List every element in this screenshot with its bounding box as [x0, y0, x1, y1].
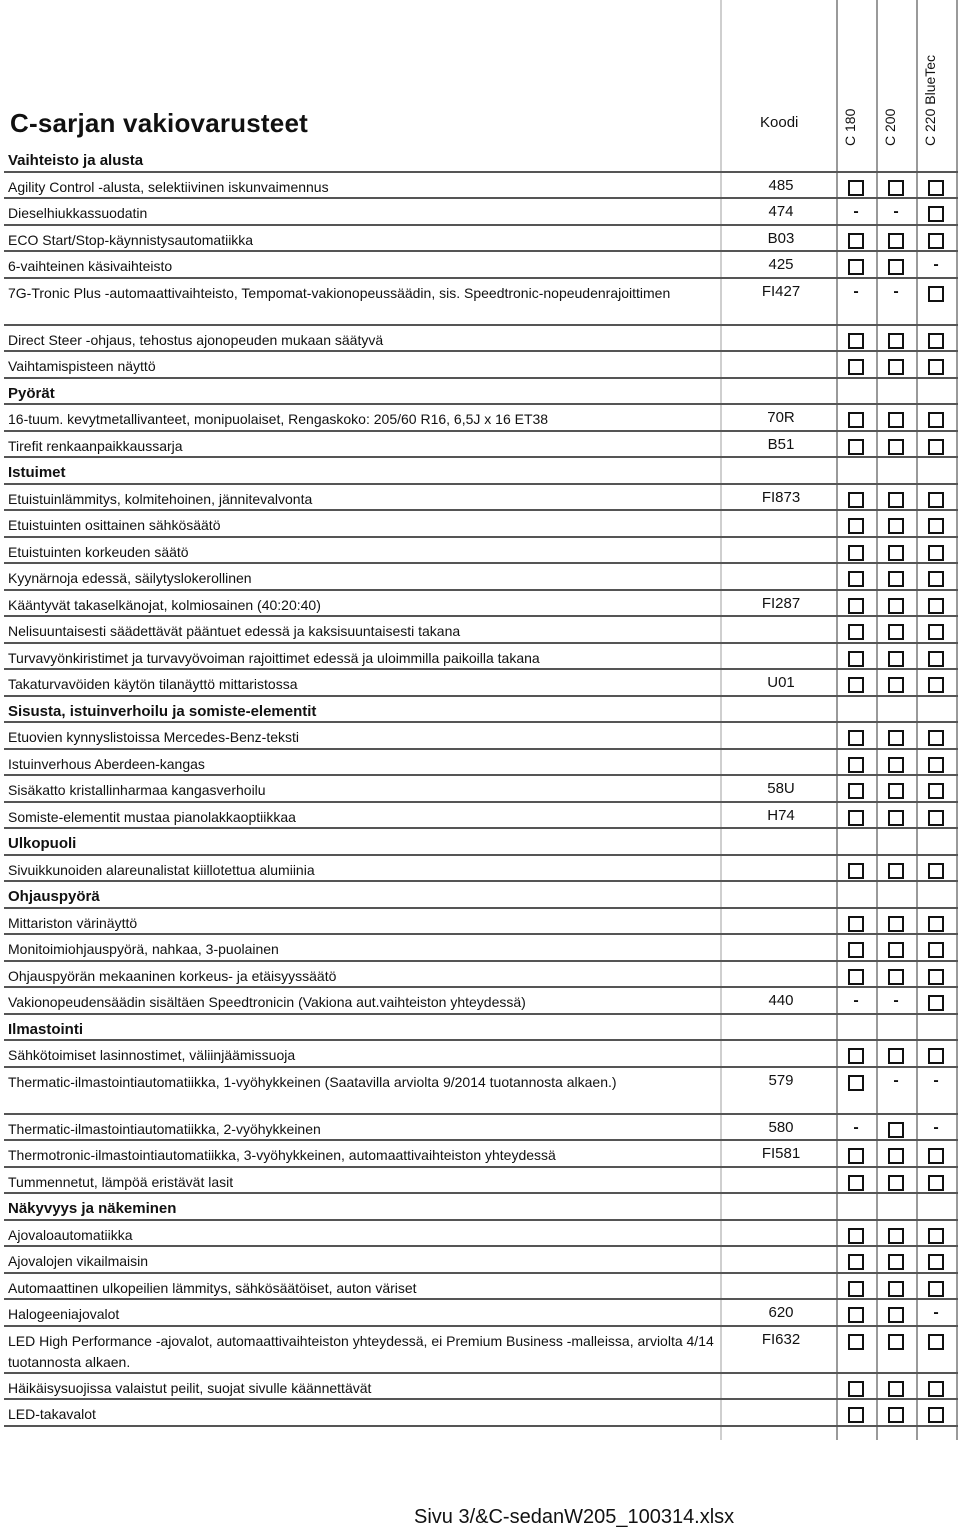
table-row [4, 1068, 958, 1115]
standard-checkbox-icon [888, 651, 904, 667]
feature-label: LED-takavalot [8, 1406, 96, 1422]
option-code: H74 [767, 806, 795, 824]
standard-checkbox-icon [928, 863, 944, 879]
standard-checkbox-icon [888, 439, 904, 455]
not-available-dash: - [893, 1071, 899, 1089]
feature-label: Direct Steer -ohjaus, tehostus ajonopeuden mukaan säätyvä [8, 331, 384, 348]
feature-label: Etuovien kynnyslistoissa Mercedes-Benz-teksti [8, 729, 300, 745]
standard-checkbox-icon [848, 677, 864, 693]
standard-checkbox-icon [928, 412, 944, 428]
standard-checkbox-icon [888, 942, 904, 958]
standard-checkbox-icon [928, 233, 944, 249]
standard-checkbox-icon [928, 206, 944, 222]
standard-checkbox-icon [888, 757, 904, 773]
table-row [4, 564, 958, 591]
standard-checkbox-icon [888, 730, 904, 746]
standard-checkbox-icon [888, 1407, 904, 1423]
standard-checkbox-icon [848, 439, 864, 455]
option-code: 579 [768, 1071, 794, 1089]
standard-checkbox-icon [928, 518, 944, 534]
standard-checkbox-icon [928, 810, 944, 826]
standard-checkbox-icon [888, 412, 904, 428]
not-available-dash: - [933, 1304, 939, 1321]
standard-checkbox-icon [888, 1122, 904, 1138]
option-code: FI427 [761, 282, 801, 300]
table-row [4, 1041, 958, 1068]
section-header [4, 146, 958, 173]
feature-label: Tummennetut, lämpöä eristävät lasit [8, 1173, 234, 1190]
standard-checkbox-icon [928, 677, 944, 693]
feature-label: Nelisuuntaisesti säädettävät pääntuet edessä ja kaksisuuntaisesti takana [8, 623, 461, 639]
standard-checkbox-icon [928, 598, 944, 614]
table-row [4, 279, 958, 326]
table-row [4, 935, 958, 962]
table-row [4, 199, 958, 226]
not-available-dash: - [893, 282, 899, 300]
standard-checkbox-icon [928, 624, 944, 640]
table-row [4, 173, 958, 200]
standard-checkbox-icon [848, 412, 864, 428]
feature-label: Automaattinen ulkopeilien lämmitys, sähkösäätöiset, auton väriset [8, 1279, 417, 1296]
option-code: 440 [768, 992, 794, 1009]
feature-label: Kääntyvät takaselkänojat, kolmiosainen (40:20:40) [8, 596, 321, 613]
section-title: Ilmastointi [8, 1020, 84, 1038]
section-title: Ulkopuoli [8, 835, 77, 852]
standard-checkbox-icon [928, 1148, 944, 1164]
model-header-c220: C 220 BlueTec [922, 54, 938, 146]
standard-checkbox-icon [888, 545, 904, 561]
standard-checkbox-icon [928, 1175, 944, 1191]
feature-label: Thermatic-ilmastointiautomatiikka, 2-vyöhykkeinen [8, 1120, 321, 1137]
standard-checkbox-icon [848, 1307, 864, 1323]
standard-checkbox-icon [848, 969, 864, 985]
standard-checkbox-icon [928, 1407, 944, 1423]
standard-checkbox-icon [848, 1334, 864, 1350]
standard-checkbox-icon [888, 1381, 904, 1397]
not-available-dash: - [893, 203, 899, 220]
feature-label: Agility Control -alusta, selektiivinen iskunvaimennus [8, 178, 329, 195]
option-code: 620 [768, 1304, 794, 1321]
standard-checkbox-icon [888, 1048, 904, 1064]
section-header [4, 697, 958, 724]
standard-checkbox-icon [888, 359, 904, 375]
table-row [4, 252, 958, 279]
standard-checkbox-icon [888, 259, 904, 275]
option-code: 580 [768, 1118, 794, 1136]
section-header [4, 1015, 958, 1042]
standard-checkbox-icon [928, 1381, 944, 1397]
table-row [4, 352, 958, 379]
section-header [4, 882, 958, 909]
table-row [4, 1221, 958, 1248]
standard-checkbox-icon [888, 233, 904, 249]
standard-checkbox-icon [888, 1228, 904, 1244]
table-row [4, 226, 958, 253]
standard-checkbox-icon [848, 916, 864, 932]
standard-checkbox-icon [928, 1281, 944, 1297]
section-header [4, 829, 958, 856]
table-row [4, 670, 958, 697]
option-code: FI632 [761, 1330, 801, 1348]
standard-checkbox-icon [848, 571, 864, 587]
feature-label: 6-vaihteinen käsivaihteisto [8, 258, 173, 274]
standard-checkbox-icon [848, 783, 864, 799]
standard-checkbox-icon [848, 233, 864, 249]
table-row [4, 1400, 958, 1427]
standard-checkbox-icon [928, 492, 944, 508]
feature-label: Halogeeniajovalot [8, 1306, 120, 1322]
standard-checkbox-icon [888, 1281, 904, 1297]
standard-checkbox-icon [848, 180, 864, 196]
table-row [4, 485, 958, 512]
feature-label: Turvavyönkiristimet ja turvavyövoiman rajoittimet edessä ja uloimmilla paikoilla takana [8, 649, 540, 666]
section-title: Istuimet [8, 464, 66, 481]
section-title: Näkyvyys ja näkeminen [8, 1200, 177, 1217]
option-code: 485 [768, 176, 794, 194]
feature-label: Vaihtamispisteen näyttö [8, 358, 156, 374]
option-code: 474 [768, 203, 794, 220]
standard-checkbox-icon [928, 995, 944, 1011]
section-header [4, 379, 958, 406]
section-title: Sisusta, istuinverhoilu ja somiste-elementit [8, 702, 317, 720]
standard-checkbox-icon [888, 598, 904, 614]
standard-checkbox-icon [848, 1148, 864, 1164]
standard-checkbox-icon [848, 518, 864, 534]
option-code: FI581 [761, 1145, 801, 1162]
not-available-dash: - [893, 992, 899, 1009]
feature-label: Kyynärnoja edessä, säilytyslokerollinen [8, 570, 252, 586]
standard-checkbox-icon [848, 624, 864, 640]
not-available-dash: - [933, 1071, 939, 1089]
option-code: B03 [767, 229, 795, 247]
standard-checkbox-icon [848, 1075, 864, 1091]
feature-label: Sisäkatto kristallinharmaa kangasverhoilu [8, 782, 266, 798]
standard-checkbox-icon [888, 333, 904, 349]
feature-label: Mittariston värinäyttö [8, 914, 138, 931]
standard-checkbox-icon [928, 359, 944, 375]
standard-checkbox-icon [888, 1148, 904, 1164]
feature-label: Thermatic-ilmastointiautomatiikka, 1-vyöhykkeinen (Saatavilla arviolta 9/2014 tuotannosta alkaen.) [8, 1073, 617, 1090]
section-header [4, 1194, 958, 1221]
equipment-sheet [4, 0, 958, 1440]
standard-checkbox-icon [928, 916, 944, 932]
table-row [4, 1168, 958, 1195]
table-row [4, 962, 958, 989]
option-code: U01 [767, 674, 795, 691]
feature-label: Monitoimiohjauspyörä, nahkaa, 3-puolainen [8, 941, 279, 957]
standard-checkbox-icon [848, 259, 864, 275]
standard-checkbox-icon [928, 969, 944, 985]
feature-label: Häikäisysuojissa valaistut peilit, suojat sivulle käännettävät [8, 1379, 372, 1396]
feature-label: 16-tuum. kevytmetallivanteet, monipuolaiset, Rengaskoko: 205/60 R16, 6,5J x 16 ET38 [8, 411, 549, 427]
standard-checkbox-icon [928, 783, 944, 799]
standard-checkbox-icon [848, 730, 864, 746]
table-row [4, 750, 958, 777]
feature-label: Ohjauspyörän mekaaninen korkeus- ja etäisyyssäätö [8, 967, 337, 984]
standard-checkbox-icon [848, 651, 864, 667]
standard-checkbox-icon [848, 757, 864, 773]
standard-checkbox-icon [928, 545, 944, 561]
section-title: Pyörät [8, 384, 55, 402]
model-header-c180: C 180 [842, 108, 858, 146]
table-row [4, 591, 958, 618]
standard-checkbox-icon [848, 942, 864, 958]
standard-checkbox-icon [928, 651, 944, 667]
not-available-dash: - [853, 992, 859, 1009]
standard-checkbox-icon [888, 518, 904, 534]
standard-checkbox-icon [848, 598, 864, 614]
page-title: C-sarjan vakiovarusteet [10, 108, 308, 138]
standard-checkbox-icon [888, 1307, 904, 1323]
standard-checkbox-icon [888, 810, 904, 826]
section-title: Ohjauspyörä [8, 888, 100, 905]
table-row [4, 1115, 958, 1142]
standard-checkbox-icon [928, 286, 944, 302]
table-row [4, 723, 958, 750]
option-code: 425 [768, 256, 794, 273]
option-code: 70R [767, 409, 795, 426]
standard-checkbox-icon [848, 1381, 864, 1397]
standard-checkbox-icon [888, 180, 904, 196]
standard-checkbox-icon [888, 571, 904, 587]
standard-checkbox-icon [848, 1281, 864, 1297]
section-title: Vaihteisto ja alusta [8, 152, 144, 169]
table-row [4, 988, 958, 1015]
table-row [4, 1300, 958, 1327]
table-row [4, 511, 958, 538]
standard-checkbox-icon [928, 571, 944, 587]
standard-checkbox-icon [848, 810, 864, 826]
feature-label: Ajovaloautomatiikka [8, 1226, 133, 1243]
standard-checkbox-icon [928, 333, 944, 349]
feature-label: Etuistuinten korkeuden säätö [8, 543, 189, 560]
feature-label: Etuistuinten osittainen sähkösäätö [8, 517, 221, 533]
standard-checkbox-icon [888, 1254, 904, 1270]
feature-label: 7G-Tronic Plus -automaattivaihteisto, Tempomat-vakionopeussäädin, sis. Speedtronic-nopeudenrajoittimen [8, 284, 671, 301]
feature-label: Istuinverhous Aberdeen-kangas [8, 755, 205, 772]
option-code: 58U [767, 780, 795, 797]
table-row [4, 776, 958, 803]
standard-checkbox-icon [928, 730, 944, 746]
not-available-dash: - [853, 282, 859, 300]
feature-label: Etuistuinlämmitys, kolmitehoinen, jännitevalvonta [8, 490, 313, 507]
standard-checkbox-icon [848, 492, 864, 508]
table-row [4, 1247, 958, 1274]
standard-checkbox-icon [848, 863, 864, 879]
table-row [4, 856, 958, 883]
standard-checkbox-icon [888, 492, 904, 508]
standard-checkbox-icon [888, 863, 904, 879]
option-code: FI287 [761, 594, 801, 612]
standard-checkbox-icon [848, 359, 864, 375]
standard-checkbox-icon [848, 1175, 864, 1191]
standard-checkbox-icon [928, 942, 944, 958]
standard-checkbox-icon [888, 624, 904, 640]
standard-checkbox-icon [848, 1254, 864, 1270]
feature-label: ECO Start/Stop-käynnistysautomatiikka [8, 231, 254, 248]
feature-label: Ajovalojen vikailmaisin [8, 1253, 149, 1269]
standard-checkbox-icon [848, 1228, 864, 1244]
standard-checkbox-icon [848, 333, 864, 349]
standard-checkbox-icon [928, 439, 944, 455]
standard-checkbox-icon [928, 1334, 944, 1350]
standard-checkbox-icon [888, 783, 904, 799]
standard-checkbox-icon [888, 1175, 904, 1191]
table-row [4, 644, 958, 671]
standard-checkbox-icon [888, 1334, 904, 1350]
table-row [4, 405, 958, 432]
table-row [4, 803, 958, 830]
standard-checkbox-icon [928, 1048, 944, 1064]
feature-label: Tirefit renkaanpaikkaussarja [8, 437, 183, 454]
table-row [4, 326, 958, 353]
standard-checkbox-icon [888, 969, 904, 985]
table-row [4, 617, 958, 644]
page-footer: Sivu 3/&C-sedanW205_100314.xlsx [414, 1506, 735, 1528]
table-row [4, 1374, 958, 1401]
table-row [4, 1141, 958, 1168]
table-row [4, 909, 958, 936]
feature-label: Dieselhiukkassuodatin [8, 205, 148, 221]
code-column-header: Koodi [760, 114, 799, 131]
standard-checkbox-icon [888, 677, 904, 693]
standard-checkbox-icon [928, 180, 944, 196]
not-available-dash: - [933, 256, 939, 273]
feature-label: Thermotronic-ilmastointiautomatiikka, 3-vyöhykkeinen, automaattivaihteiston yhteydessä [8, 1147, 556, 1163]
feature-label: Sähkötoimiset lasinnostimet, väliinjäämissuoja [8, 1047, 296, 1063]
option-code: FI873 [761, 488, 801, 506]
table-row [4, 432, 958, 459]
standard-checkbox-icon [848, 545, 864, 561]
feature-label: Vakionopeudensäädin sisältäen Speedtronicin (Vakiona aut.vaihteiston yhteydessä) [8, 994, 526, 1010]
feature-label: LED High Performance -ajovalot, automaattivaihteiston yhteydessä, ei Premium Business -malleissa, arviolta 4/14 tuotannosta alkaen. [8, 1332, 714, 1370]
feature-label: Somiste-elementit mustaa pianolakkaoptiikkaa [8, 808, 296, 825]
standard-checkbox-icon [848, 1407, 864, 1423]
standard-checkbox-icon [848, 1048, 864, 1064]
standard-checkbox-icon [888, 916, 904, 932]
feature-label: Takaturvavöiden käytön tilanäyttö mittaristossa [8, 676, 298, 692]
not-available-dash: - [933, 1118, 939, 1136]
standard-checkbox-icon [928, 1228, 944, 1244]
standard-checkbox-icon [928, 1254, 944, 1270]
table-row [4, 538, 958, 565]
not-available-dash: - [853, 1118, 859, 1136]
model-header-c200: C 200 [882, 108, 898, 146]
section-header [4, 458, 958, 485]
not-available-dash: - [853, 203, 859, 220]
table-row [4, 1327, 958, 1374]
feature-label: Sivuikkunoiden alareunalistat kiillotettua alumiinia [8, 861, 315, 878]
option-code: B51 [767, 435, 795, 453]
table-row [4, 1274, 958, 1301]
standard-checkbox-icon [928, 757, 944, 773]
